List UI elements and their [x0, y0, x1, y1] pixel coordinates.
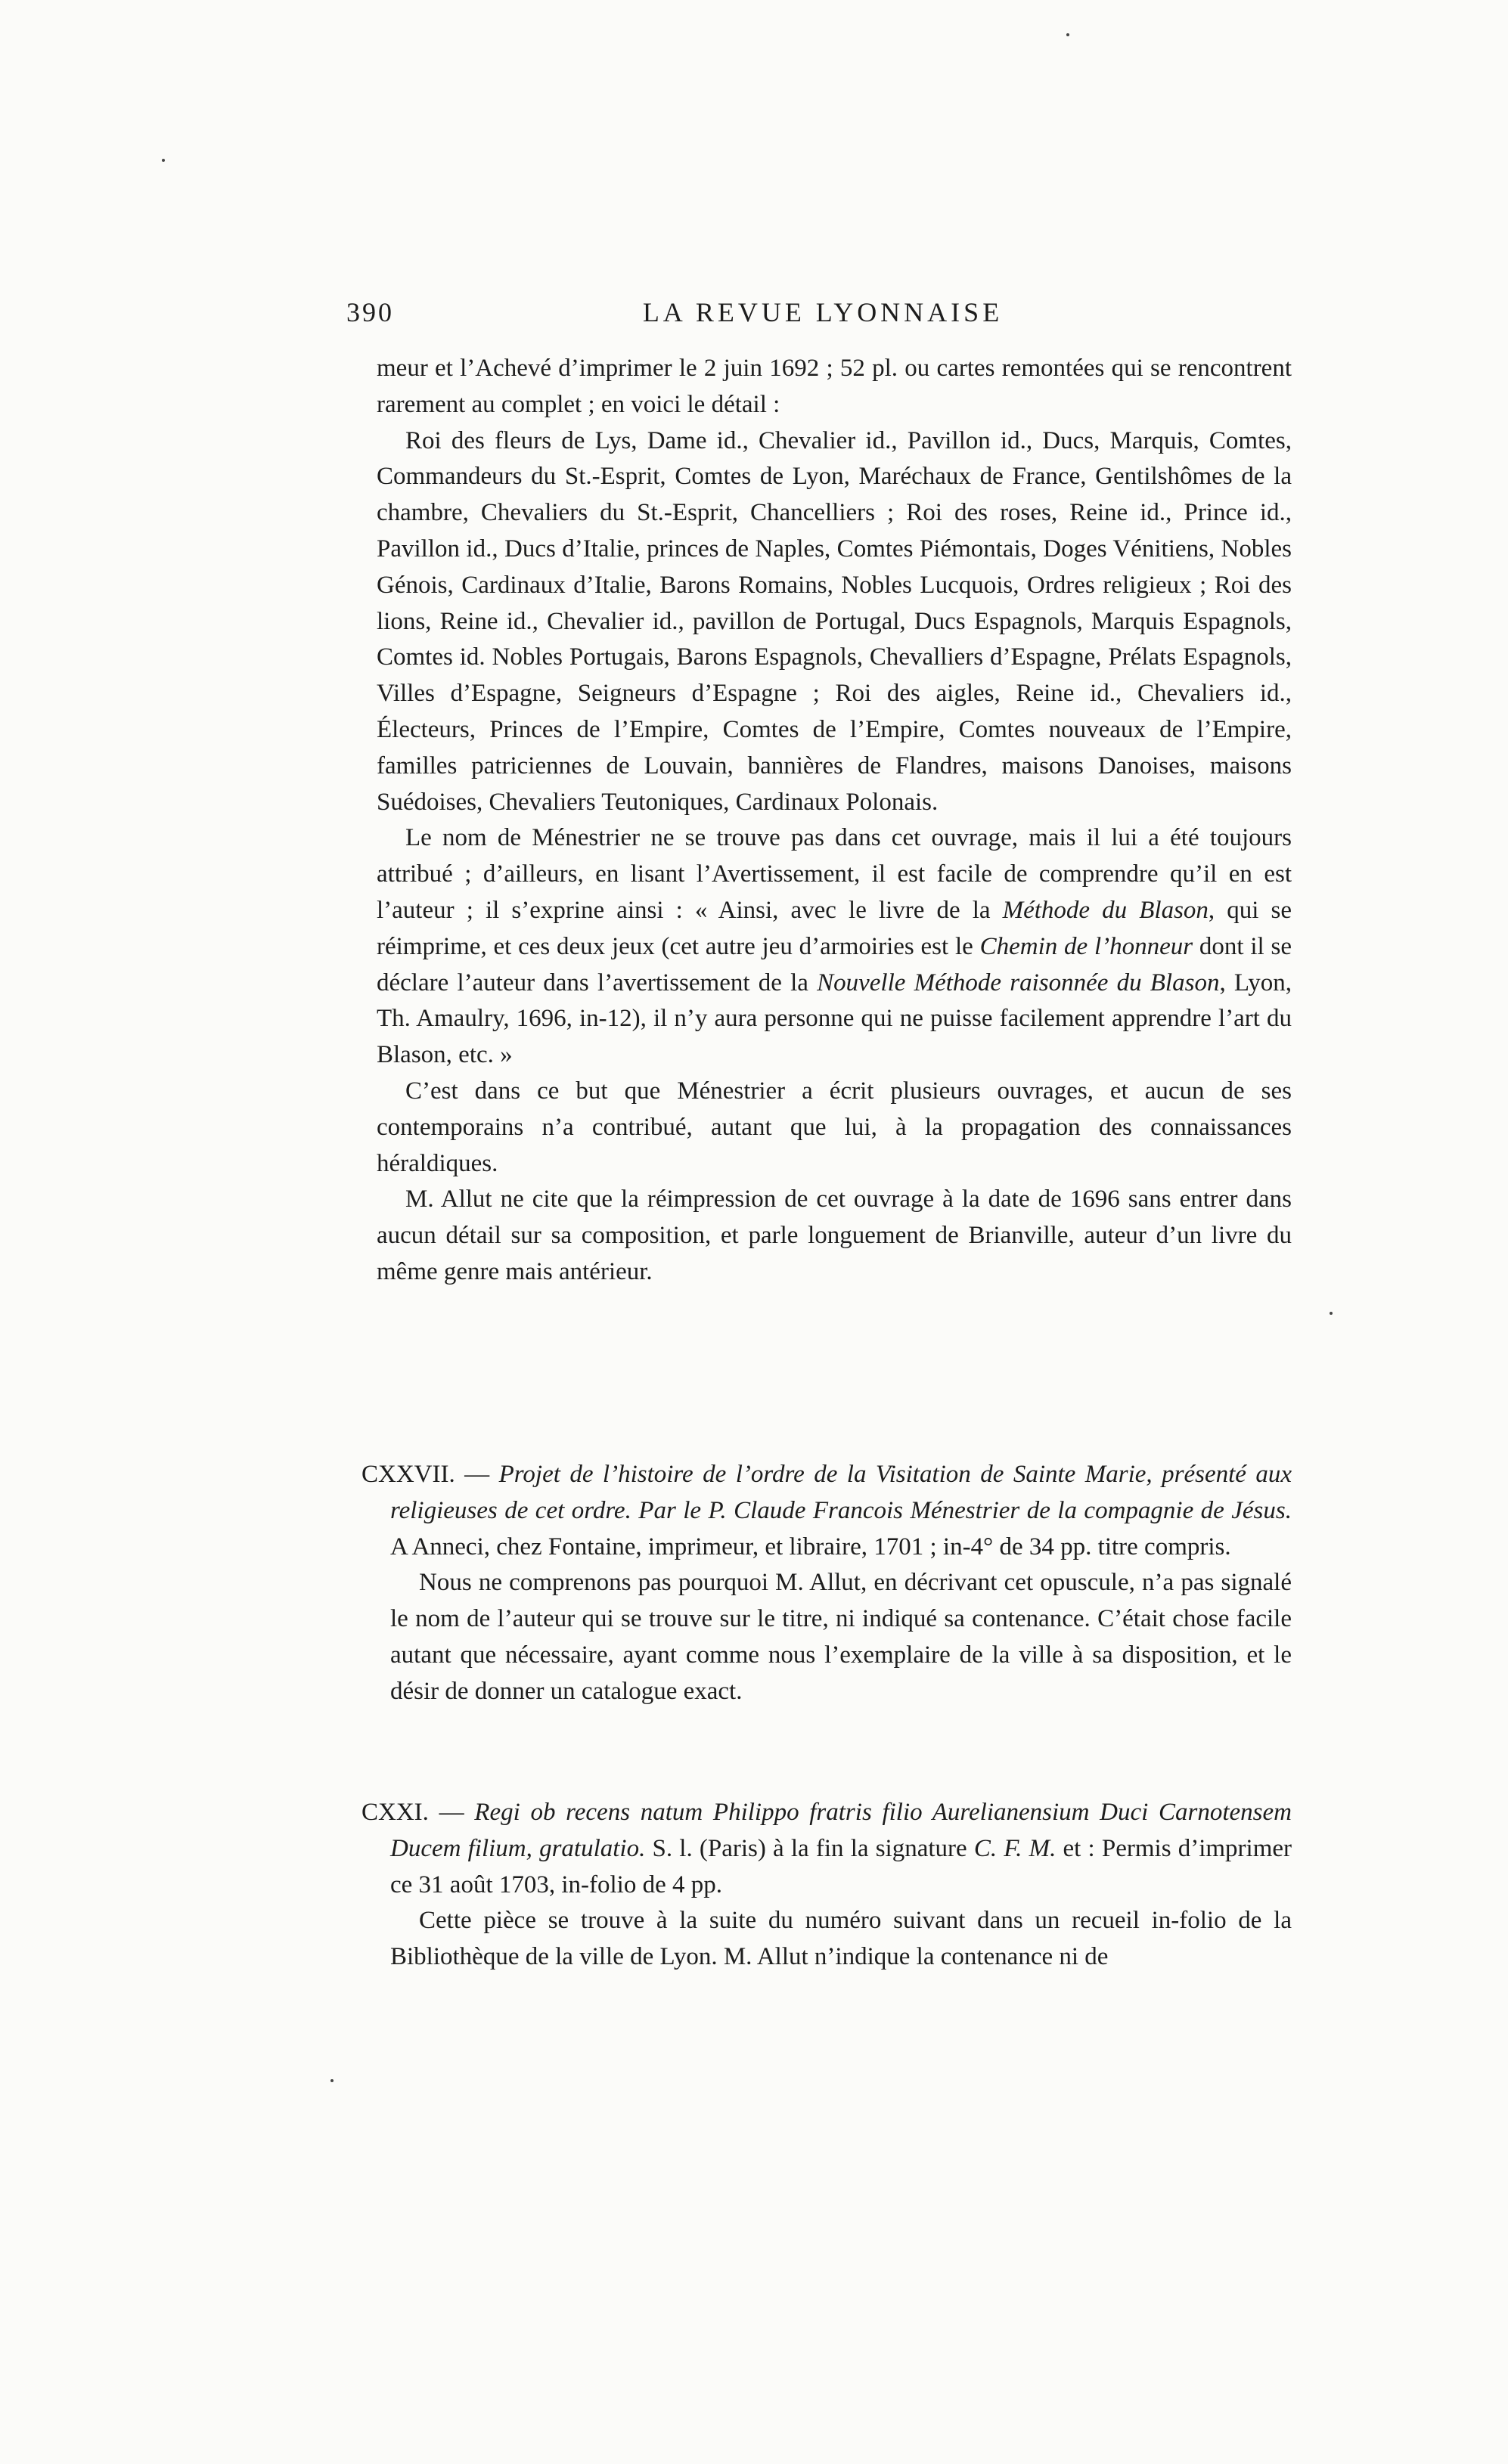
entry-title: Regi ob recens natum Philippo fratris filio Aurelianensium Duci Carnotensem Ducem filium, gratulatio. — [390, 1799, 1292, 1862]
entry-imprint: S. l. (Paris) à la fin la signature C. F. M. et : Permis d’imprimer ce 31 août 1703, in-folio de 4 pp. — [390, 1834, 1292, 1898]
journal-title: LA REVUE LYONNAISE — [642, 297, 1004, 327]
paragraph-purpose: C’est dans ce but que Ménestrier a écrit plusieurs ouvrages, et aucun de ses contemporains n’a contribué, autant que lui, à la propagation des connaissances héraldiques. — [377, 1077, 1292, 1177]
page — [346, 296, 1299, 1971]
page-number: 390 — [346, 297, 394, 327]
entry-body: Cette pièce se trouve à la suite du numéro suivant dans un recueil in-folio de la Bibliothèque de la ville de Lyon. M. Allut n’indique la contenance ni de — [390, 1907, 1292, 1971]
entry-cxxvii — [361, 1457, 1292, 1710]
paragraph-achieve: meur et l’Achevé d’imprimer le 2 juin 1692 ; 52 pl. ou cartes remontées qui se rencontrent rarement au complet ; en voici le détail : — [377, 355, 1292, 418]
italic-title-nouvelle-methode: Nouvelle Méthode raisonnée du Blason — [817, 969, 1220, 996]
paper-speck — [1066, 33, 1069, 36]
entry-number: CXXI. — — [361, 1799, 475, 1826]
paragraph-allut: M. Allut ne cite que la réimpression de cet ouvrage à la date de 1696 sans entrer dans aucun détail sur sa composition, et parle longuement de Brianville, auteur d’un livre du même genre mais antérieur. — [377, 1186, 1292, 1285]
paper-speck — [330, 2079, 334, 2082]
entry-number: CXXVII. — — [361, 1461, 499, 1488]
entry-title: Projet de l’histoire de l’ordre de la Visitation de Sainte Marie, présenté aux religieuses de cet ordre. Par le P. Claude Francois Ménestrier de la compagnie de Jésus. — [390, 1461, 1292, 1524]
text-block-continuation — [377, 351, 1292, 1291]
entry-body: Nous ne comprenons pas pourquoi M. Allut, en décrivant cet opuscule, n’a pas signalé le nom de l’auteur qui se trouve sur le titre, ni indiqué sa contenance. C’était chose facile autant que nécessaire, ayant comme nous l’exemplaire de la ville à sa disposition, et le désir de donner un catalogue exact. — [390, 1569, 1292, 1705]
paper-speck — [1330, 1312, 1333, 1315]
italic-title-chemin: Chemin de l’honneur — [979, 932, 1193, 960]
entry-cxxi — [361, 1795, 1292, 1976]
running-head — [346, 296, 1299, 342]
paragraph-card-list: Roi des fleurs de Lys, Dame id., Chevalier id., Pavillon id., Ducs, Marquis, Comtes, Commandeurs du St.-Esprit, Comtes de Lyon, Maréchaux de France, Gentilshômes de la chambre, Chevaliers du St.-Esprit, Chancelliers ; Roi des roses, Reine id., Prince id., Pavillon id., Ducs d’Italie, princes de Naples, Comtes Piémontais, Doges Vénitiens, Nobles Génois, Cardinaux d’Italie, Barons Romains, Nobles Lucquois, Ordres religieux ; Roi des lions, Reine id., Chevalier id., pavillon de Portugal, Ducs Espagnols, Marquis Espagnols, Comtes id. Nobles Portugais, Barons Espagnols, Chevalliers d’Espagne, Prélats Espagnols, Villes d’Espagne, Seigneurs d’Espagne ; Roi des aigles, Reine id., Chevaliers id., Électeurs, Princes de l’Empire, Comtes de l’Empire, Comtes nouveaux de l’Empire, familles patriciennes de Louvain, bannières de Flandres, maisons Danoises, maisons Suédoises, Chevaliers Teutoniques, Cardinaux Polonais. — [377, 426, 1292, 816]
entry-imprint: A Anneci, chez Fontaine, imprimeur, et libraire, 1701 ; in-4° de 34 pp. titre compris. — [390, 1533, 1231, 1561]
paragraph-attribution: Le nom de Ménestrier ne se trouve pas dans cet ouvrage, mais il lui a été toujours attribué ; d’ailleurs, en lisant l’Avertissement, il est facile de comprendre qu’il en est l’auteur ; il s’exprine ainsi : « Ainsi, avec le livre de la Méthode du Blason, qui se réimprime, et ces deux jeux (cet autre jeu d’armoiries est le Chemin de l’honneur dont il se déclare l’auteur dans l’avertissement de la Nouvelle Méthode raisonnée du Blason, Lyon, Th. Amaulry, 1696, in-12), il n’y aura personne qui ne puisse facilement apprendre l’art du Blason, etc. » — [377, 824, 1292, 1069]
entry-heading — [361, 1457, 1292, 1565]
entry-heading — [361, 1795, 1292, 1903]
paper-speck — [162, 159, 165, 162]
italic-title-methode: Méthode du Blason — [1002, 896, 1209, 924]
